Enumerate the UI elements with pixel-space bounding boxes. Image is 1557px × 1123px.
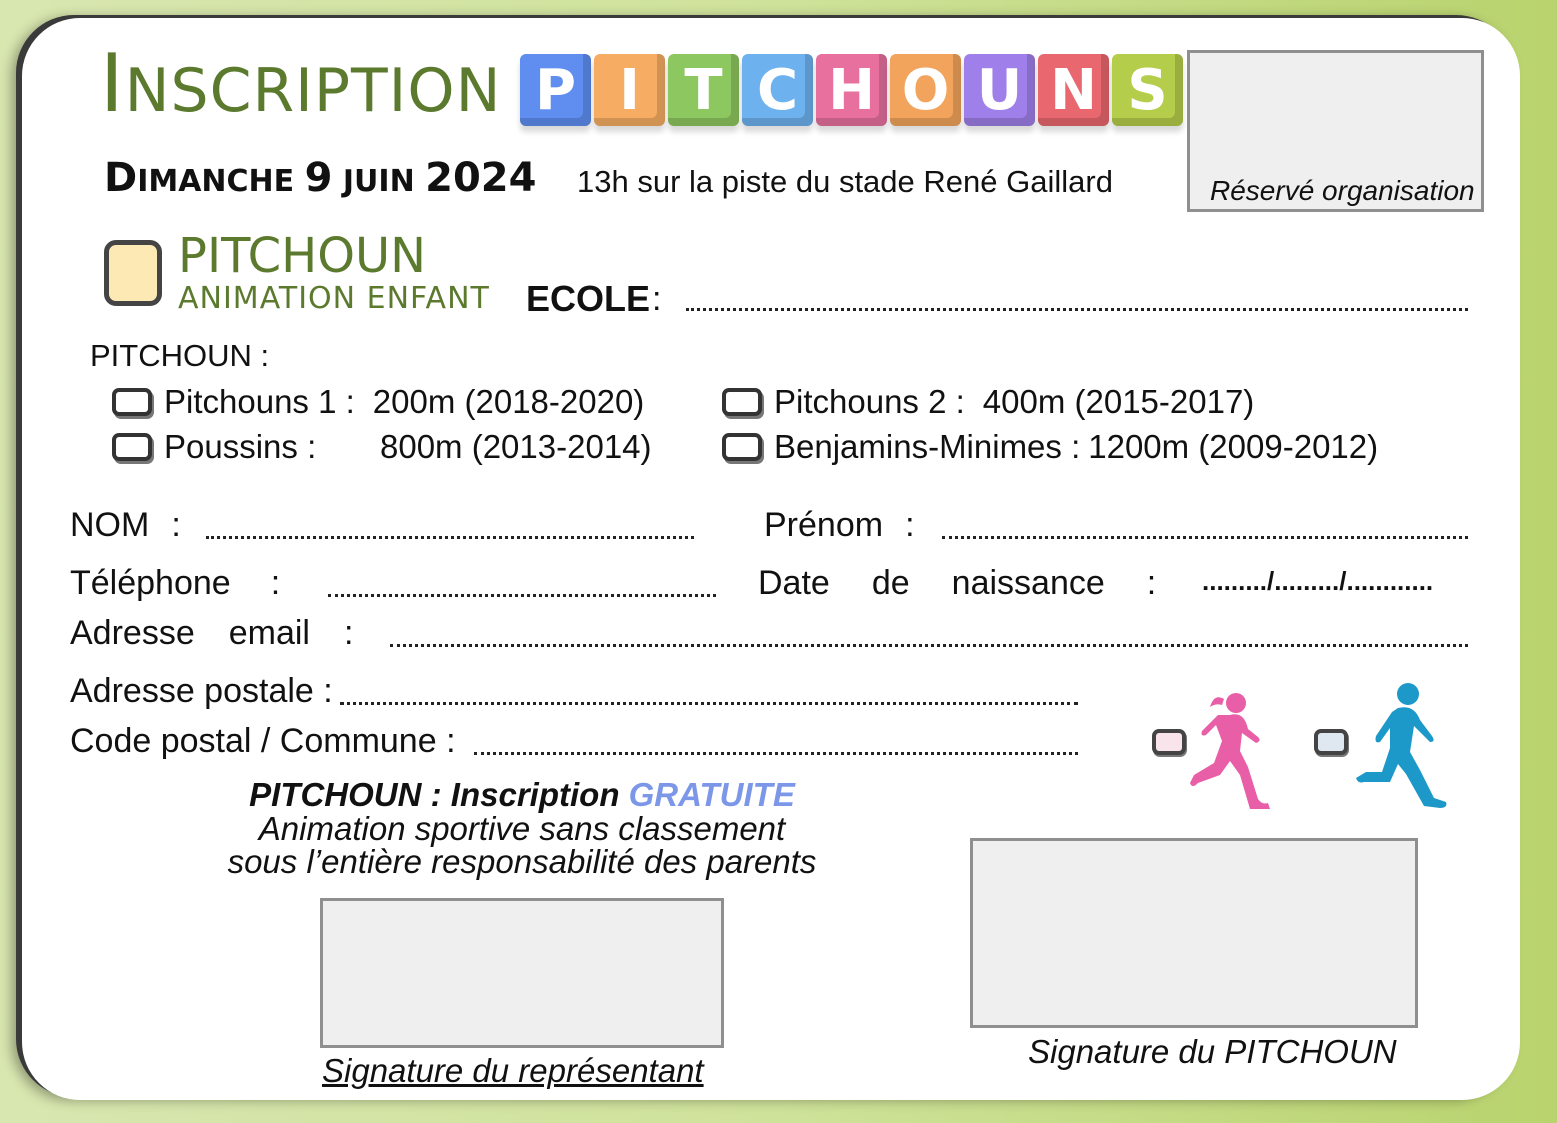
logo-block-o-5: O <box>890 54 961 126</box>
pitchoun-heading: PITCHOUN <box>178 228 427 284</box>
pitchoun-signature-box[interactable] <box>970 838 1418 1028</box>
prenom-field[interactable] <box>942 536 1468 539</box>
form-title: INSCRIPTION <box>100 37 502 130</box>
category-checkbox[interactable] <box>722 388 762 416</box>
logo-block-c-3: C <box>742 54 813 126</box>
female-runner-icon <box>1184 683 1282 819</box>
code-postal-field[interactable] <box>474 752 1078 755</box>
pitchouns-logo <box>520 54 1186 134</box>
male-runner-icon <box>1352 678 1456 818</box>
logo-block-p-0: P <box>520 54 591 126</box>
category-pitchouns1[interactable]: Pitchouns 1 : 200m (2018-2020) <box>112 383 644 421</box>
categories-title: PITCHOUN : <box>90 338 270 373</box>
logo-block-u-6: U <box>964 54 1035 126</box>
logo-block-h-4: H <box>816 54 887 126</box>
category-pitchouns2[interactable]: Pitchouns 2 : 400m (2015-2017) <box>722 383 1254 421</box>
female-checkbox[interactable] <box>1152 729 1186 755</box>
category-poussins[interactable]: Poussins : 800m (2013-2014) <box>112 428 652 466</box>
logo-block-n-7: N <box>1038 54 1109 126</box>
category-checkbox[interactable] <box>112 388 152 416</box>
free-registration-note: PITCHOUN : Inscription GRATUITE Animation sportive sans classement sous l’entière responsabilité des parents <box>227 776 817 881</box>
male-checkbox[interactable] <box>1314 729 1348 755</box>
logo-block-i-1: I <box>594 54 665 126</box>
registration-card <box>22 18 1520 1100</box>
telephone-label: Téléphone : <box>70 564 281 602</box>
date-naissance-field[interactable]: ........./........./............ <box>1202 566 1434 596</box>
nom-field[interactable] <box>206 536 694 539</box>
reserved-organisation-box <box>1187 50 1484 212</box>
adresse-postale-label: Adresse postale : <box>70 672 333 710</box>
event-place: 13h sur la piste du stade René Gaillard <box>577 164 1113 199</box>
ecole-field[interactable] <box>686 308 1468 311</box>
animation-enfant-label: ANIMATION ENFANT <box>178 281 490 316</box>
gratuite-label: GRATUITE <box>628 776 795 813</box>
pitchoun-signature-label: Signature du PITCHOUN <box>1028 1033 1397 1070</box>
event-date: DIMANCHE 9 JUIN 2024 <box>104 155 537 201</box>
ecole-label: ECOLE <box>526 278 651 319</box>
representant-signature-label: Signature du représentant <box>322 1052 704 1089</box>
logo-block-s-8: S <box>1112 54 1183 126</box>
reserved-label: Réservé organisation <box>1210 175 1475 206</box>
category-checkbox[interactable] <box>722 433 762 461</box>
date-naissance-label: Date de naissance : <box>758 564 1157 602</box>
category-checkbox[interactable] <box>112 433 152 461</box>
telephone-field[interactable] <box>328 594 716 597</box>
prenom-label: Prénom : <box>764 506 915 544</box>
email-field[interactable] <box>390 644 1468 647</box>
logo-block-t-2: T <box>668 54 739 126</box>
adresse-postale-field[interactable] <box>340 702 1078 705</box>
pitchoun-checkbox[interactable] <box>104 240 162 306</box>
code-postal-label: Code postal / Commune : <box>70 722 456 760</box>
representant-signature-box[interactable] <box>320 898 724 1048</box>
ecole-colon: : <box>652 280 662 318</box>
category-benjamins-minimes[interactable]: Benjamins-Minimes : 1200m (2009-2012) <box>722 428 1378 466</box>
nom-label: NOM : <box>70 506 181 544</box>
email-label: Adresse email : <box>70 614 354 652</box>
